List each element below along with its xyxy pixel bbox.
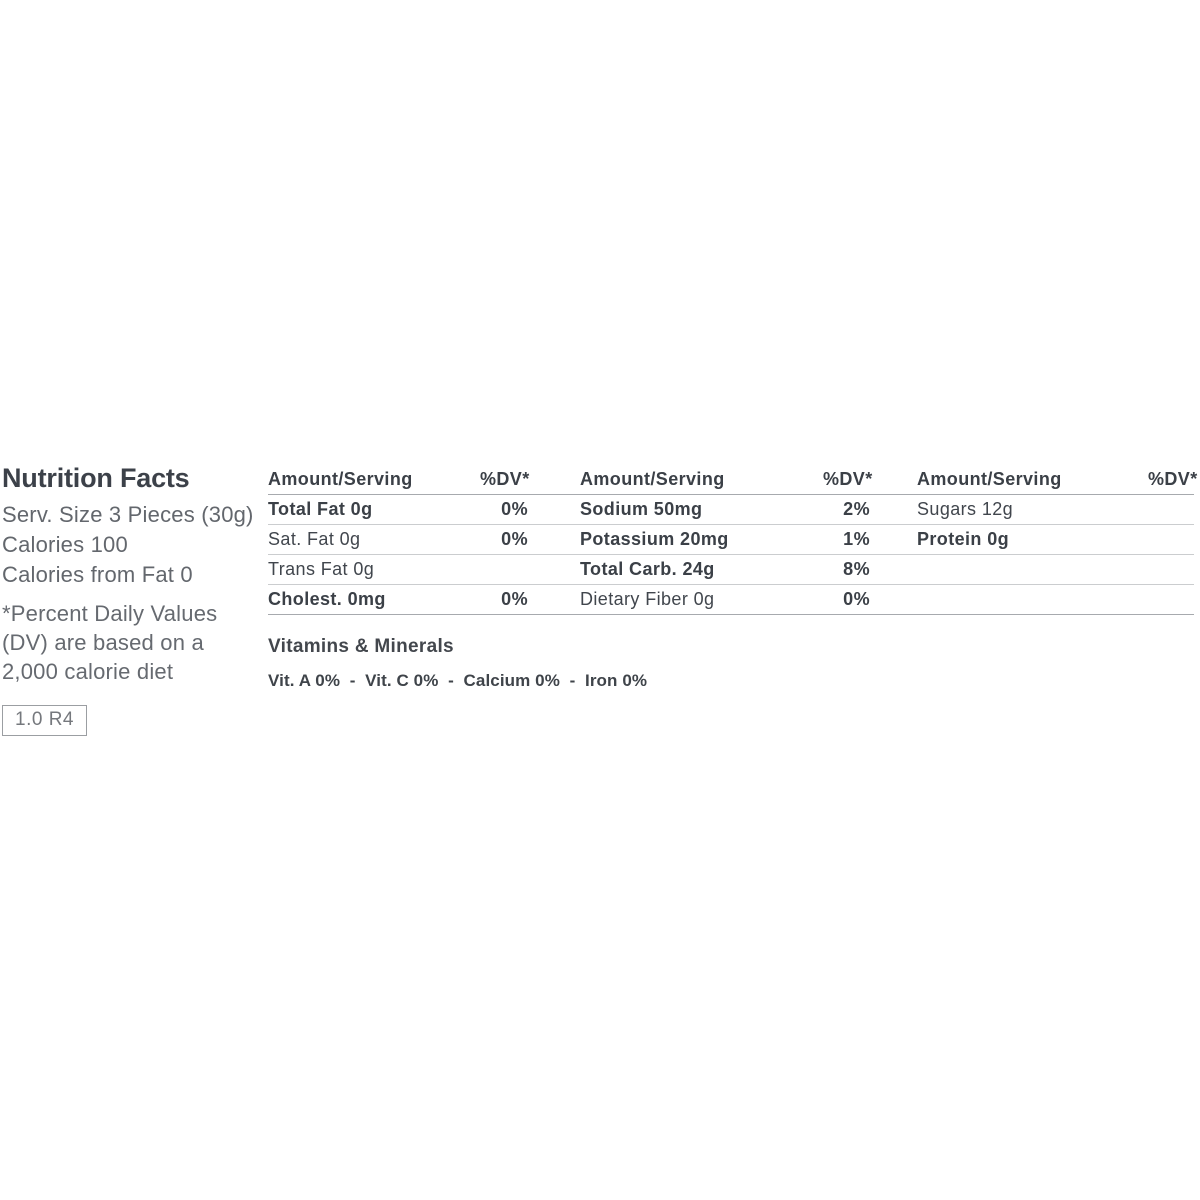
dv-header-2: %DV* — [823, 469, 873, 489]
footnote-line-2: (DV) are based on a — [2, 630, 204, 655]
dv-total-carb: 8% — [843, 559, 870, 579]
nutrient-dietary-fiber: Dietary Fiber 0g — [580, 589, 715, 609]
calories-from-fat-line: Calories from Fat 0 — [2, 562, 193, 587]
nutrient-total-carb: Total Carb. 24g — [580, 559, 715, 579]
dv-sat-fat: 0% — [501, 529, 528, 549]
footnote-line-3: 2,000 calorie diet — [2, 659, 174, 684]
dv-header-3: %DV* — [1148, 469, 1198, 489]
dv-header-1: %DV* — [480, 469, 530, 489]
nutrient-trans-fat: Trans Fat 0g — [268, 559, 375, 579]
table-row — [268, 495, 1194, 525]
nutrition-table — [268, 466, 1198, 693]
nutrient-potassium: Potassium 20mg — [580, 529, 729, 549]
nutrient-cholesterol: Cholest. 0mg — [268, 589, 386, 609]
nutrient-sugars: Sugars 12g — [917, 499, 1014, 519]
serving-size-line: Serv. Size 3 Pieces (30g) — [2, 502, 254, 527]
nutrient-sodium: Sodium 50mg — [580, 499, 703, 519]
table-row — [268, 555, 1194, 585]
amount-serving-header-1: Amount/Serving — [268, 469, 413, 489]
serving-info — [2, 500, 254, 590]
amount-serving-header-2: Amount/Serving — [580, 469, 725, 489]
footnote-line-1: *Percent Daily Values — [2, 601, 218, 626]
daily-values-footnote — [2, 599, 217, 686]
nutrient-total-fat: Total Fat 0g — [268, 499, 373, 519]
nutrient-protein: Protein 0g — [917, 529, 1010, 549]
dv-potassium: 1% — [843, 529, 870, 549]
table-header-row — [268, 466, 1198, 495]
calories-line: Calories 100 — [2, 532, 128, 557]
amount-serving-header-3: Amount/Serving — [917, 469, 1062, 489]
nutrition-facts-title: Nutrition Facts — [2, 463, 190, 493]
nutrient-sat-fat: Sat. Fat 0g — [268, 529, 361, 549]
table-row — [268, 525, 1194, 555]
version-badge: 1.0 R4 — [2, 705, 87, 736]
dv-cholesterol: 0% — [501, 589, 528, 609]
table-row — [268, 585, 1194, 615]
vitamins-minerals-heading: Vitamins & Minerals — [268, 636, 454, 657]
dv-sodium: 2% — [843, 499, 870, 519]
dv-total-fat: 0% — [501, 499, 528, 519]
dv-dietary-fiber: 0% — [843, 589, 870, 609]
vitamins-minerals-values: Vit. A 0% - Vit. C 0% - Calcium 0% - Iron 0% — [268, 671, 648, 690]
